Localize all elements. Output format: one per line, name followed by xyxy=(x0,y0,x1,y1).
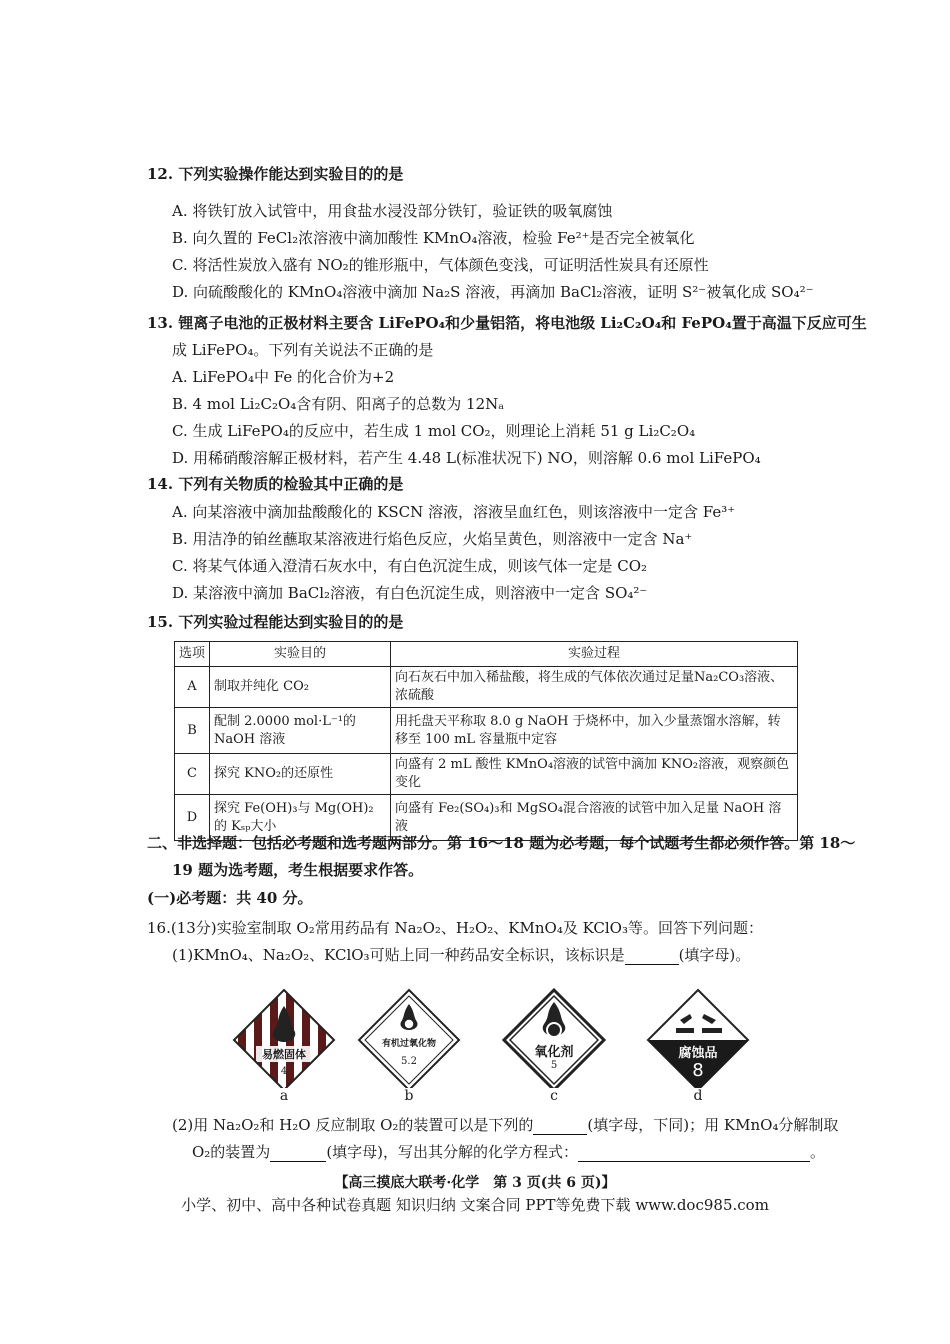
q12-option-a: A. 将铁钉放入试管中，用食盐水浸没部分铁钉，验证铁的吸氧腐蚀 xyxy=(172,202,613,220)
sign-number: 4 xyxy=(280,1066,288,1077)
oxidizer-icon xyxy=(484,988,624,1088)
section2-title-line1: 二、非选择题：包括必考题和选考题两部分。第 16～18 题为必考题，每个试题考生都必须作答。第 18～ xyxy=(147,834,856,852)
q16-part2-line2 xyxy=(192,1142,825,1162)
q16-part2-text: (填字母)，写出其分解的化学方程式： xyxy=(326,1143,579,1161)
sign-label: d xyxy=(693,1088,703,1104)
table-header: 实验过程 xyxy=(391,642,798,667)
table-cell-option: C xyxy=(175,754,210,795)
table-cell-option: A xyxy=(175,667,210,708)
sign-number: 8 xyxy=(692,1060,704,1081)
q14-option-d: D. 某溶液中滴加 BaCl₂溶液，有白色沉淀生成，则溶液中一定含 SO₄²⁻ xyxy=(172,584,648,602)
q13-option-d: D. 用稀硝酸溶解正极材料，若产生 4.48 L(标准状况下) NO，则溶解 0.6 mol LiFePO₄ xyxy=(172,449,761,467)
section2-title-line2: 19 题为选考题，考生根据要求作答。 xyxy=(172,861,424,879)
page-footer: 【高三摸底大联考·化学 第 3 页(共 6 页)】 xyxy=(334,1175,616,1191)
q12-option-b: B. 向久置的 FeCl₂浓溶液中滴加酸性 KMnO₄溶液，检验 Fe²⁺是否完全被氧化 xyxy=(172,229,695,247)
table-cell-goal: 探究 Fe(OH)₃与 Mg(OH)₂的 Kₛₚ大小 xyxy=(210,795,391,841)
table-row xyxy=(175,754,798,795)
q16-part2-text: (填字母，下同)；用 KMnO₄分解制取 xyxy=(587,1116,839,1134)
table-cell-process: 向石灰石中加入稀盐酸，将生成的气体依次通过足量Na₂CO₃溶液、浓硫酸 xyxy=(391,667,798,708)
q16-part2-line1 xyxy=(172,1115,838,1135)
answer-blank[interactable] xyxy=(578,1145,810,1162)
table-row xyxy=(175,708,798,754)
section2-subtitle: (一)必考题：共 40 分。 xyxy=(147,889,313,907)
sign-text: 氧化剂 xyxy=(534,1045,574,1060)
sign-corrosive xyxy=(628,988,768,1088)
table-cell-option: D xyxy=(175,795,210,841)
q16-part2-end: 。 xyxy=(810,1143,826,1161)
answer-blank[interactable] xyxy=(625,948,679,965)
table-cell-process: 向盛有 2 mL 酸性 KMnO₄溶液的试管中滴加 KNO₂溶液，观察颜色变化 xyxy=(391,754,798,795)
sign-text: 腐蚀品 xyxy=(678,1046,718,1061)
sign-organic-peroxide xyxy=(339,988,479,1088)
q14-option-c: C. 将某气体通入澄清石灰水中，有白色沉淀生成，则该气体一定是 CO₂ xyxy=(172,557,648,575)
answer-blank[interactable] xyxy=(533,1118,587,1135)
q12-stem: 12. 下列实验操作能达到实验目的的是 xyxy=(147,165,404,183)
sign-number: 5 xyxy=(550,1060,558,1071)
q16-part2-text: (2)用 Na₂O₂和 H₂O 反应制取 O₂的装置可以是下列的 xyxy=(172,1116,534,1134)
q16-part1 xyxy=(172,945,750,965)
table-cell-process: 向盛有 Fe₂(SO₄)₃和 MgSO₄混合溶液的试管中加入足量 NaOH 溶液 xyxy=(391,795,798,841)
q14-stem: 14. 下列有关物质的检验其中正确的是 xyxy=(147,475,404,493)
q12-option-c: C. 将活性炭放入盛有 NO₂的锥形瓶中，气体颜色变浅，可证明活性炭具有还原性 xyxy=(172,256,709,274)
q16-stem: 16.(13分)实验室制取 O₂常用药品有 Na₂O₂、H₂O₂、KMnO₄及 KClO₃等。回答下列问题： xyxy=(147,919,763,937)
q16-part1-text: (1)KMnO₄、Na₂O₂、KClO₃可贴上同一种药品安全标识，该标识是 xyxy=(172,946,625,964)
table-row xyxy=(175,667,798,708)
sign-label: a xyxy=(279,1088,289,1104)
q13-option-c: C. 生成 LiFePO₄的反应中，若生成 1 mol CO₂，则理论上消耗 51 g Li₂C₂O₄ xyxy=(172,422,696,440)
experiment-table xyxy=(174,641,798,841)
table-header: 选项 xyxy=(175,642,210,667)
table-cell-goal: 制取并纯化 CO₂ xyxy=(210,667,391,708)
table-header-row xyxy=(175,642,798,667)
sign-text: 有机过氧化物 xyxy=(381,1039,436,1049)
sign-oxidizer xyxy=(484,988,624,1088)
q14-option-b: B. 用洁净的铂丝蘸取某溶液进行焰色反应，火焰呈黄色，则溶液中一定含 Na⁺ xyxy=(172,530,693,548)
sign-number: 5.2 xyxy=(401,1056,417,1067)
table-header: 实验目的 xyxy=(210,642,391,667)
watermark-text: 小学、初中、高中各种试卷真题 知识归纳 文案合同 PPT等免费下载 www.doc985.com xyxy=(181,1196,769,1214)
q13-stem-line2: 成 LiFePO₄。下列有关说法不正确的是 xyxy=(172,341,434,359)
q16-part1-suffix: (填字母)。 xyxy=(678,946,751,964)
sign-label: b xyxy=(404,1088,414,1104)
q13-option-b: B. 4 mol Li₂C₂O₄含有阴、阳离子的总数为 12Nₐ xyxy=(172,395,505,413)
q16-part2-text: O₂的装置为 xyxy=(192,1143,271,1161)
table-cell-goal: 配制 2.0000 mol·L⁻¹的 NaOH 溶液 xyxy=(210,708,391,754)
table-cell-goal: 探究 KNO₂的还原性 xyxy=(210,754,391,795)
table-cell-process: 用托盘天平称取 8.0 g NaOH 于烧杯中，加入少量蒸馏水溶解，转移至 100 mL 容量瓶中定容 xyxy=(391,708,798,754)
q15-stem: 15. 下列实验过程能达到实验目的的是 xyxy=(147,613,404,631)
q14-option-a: A. 向某溶液中滴加盐酸酸化的 KSCN 溶液，溶液呈血红色，则该溶液中一定含 Fe³⁺ xyxy=(172,503,736,521)
table-cell-option: B xyxy=(175,708,210,754)
q12-option-d: D. 向硫酸酸化的 KMnO₄溶液中滴加 Na₂S 溶液，再滴加 BaCl₂溶液，证明 S²⁻被氧化成 SO₄²⁻ xyxy=(172,283,814,301)
sign-text: 易燃固体 xyxy=(262,1048,306,1061)
q13-option-a: A. LiFePO₄中 Fe 的化合价为+2 xyxy=(172,368,395,386)
sign-flammable-solid xyxy=(214,988,354,1088)
answer-blank[interactable] xyxy=(270,1145,326,1162)
q13-stem-line1: 13. 锂离子电池的正极材料主要含 LiFePO₄和少量铝箔，将电池级 Li₂C₂O₄和 FePO₄置于高温下反应可生 xyxy=(147,314,867,332)
sign-label: c xyxy=(550,1088,558,1104)
